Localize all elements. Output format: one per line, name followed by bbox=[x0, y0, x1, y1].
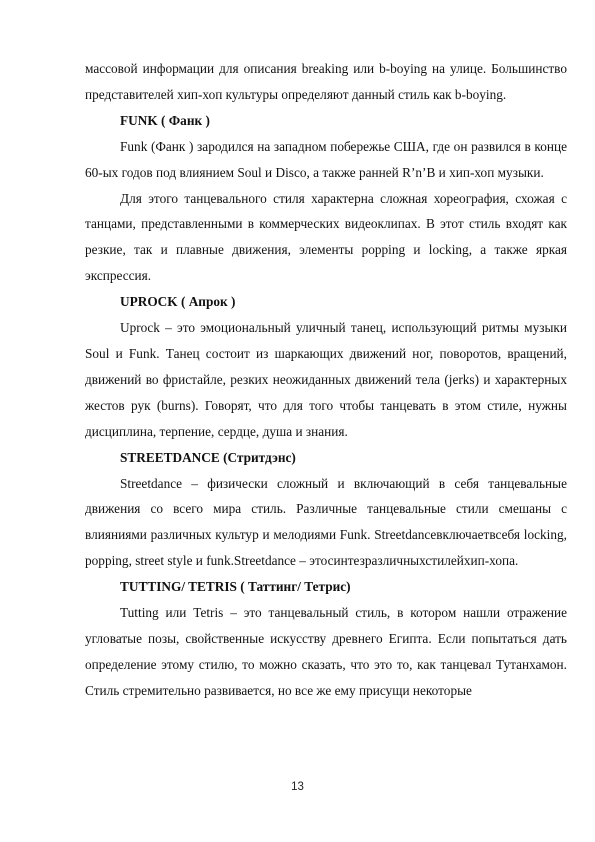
tutting-paragraph: Tutting или Tetris – это танцевальный стиль, в котором нашли отражение угловатые позы, свойственные искусству древнего Египта. Если попытаться дать определение этому стилю, то можно сказать, что это то, как танцевал Тутанхамон. Стиль стремительно развивается, но все же ему присущи некоторые bbox=[85, 605, 567, 698]
page-number: 13 bbox=[291, 781, 304, 793]
streetdance-paragraph: Streetdance – физически сложный и включающий в себя танцевальные движения со всего мира стиль. Различные танцевальные стили смешаны с влияниями различных культур и мелодиями Funk. Streetdanceвключаетвсебя locking, popping, street style и funk.Streetdance – этосинтезразличныхстилейхип-хопа. bbox=[85, 475, 567, 569]
page-body bbox=[85, 56, 567, 704]
funk-heading: FUNK ( Фанк ) bbox=[120, 112, 210, 128]
tutting-heading: TUTTING/ TETRIS ( Таттинг/ Тетрис) bbox=[120, 579, 351, 595]
funk-paragraph-2: Для этого танцевального стиля характерна сложная хореография, схожая с танцами, представленными в коммерческих видеоклипах. В этот стиль входят как резкие, так и плавные движения, элементы popping и locking, а также яркая экспрессия. bbox=[85, 190, 567, 284]
intro-paragraph: массовой информации для описания breaking или b-boying на улице. Большинство представителей хип-хоп культуры определяют данный стиль как b-boying. bbox=[85, 61, 567, 102]
uprock-paragraph: Uprock – это эмоциональный уличный танец, использующий ритмы музыки Soul и Funk. Танец состоит из шаркающих движений ног, поворотов, вращений, движений во фристайле, резких неожиданных движений тела (jerks) и характерных жестов рук (burns). Говорят, что для того чтобы танцевать в этом стиле, нужны дисциплина, терпение, сердце, душа и знания. bbox=[85, 320, 567, 439]
streetdance-heading: STREETDANCE (Стритдэнс) bbox=[120, 449, 296, 465]
funk-paragraph-1: Funk (Фанк ) зародился на западном побережье США, где он развился в конце 60-ых годов под влиянием Soul и Disco, а также ранней R’n’B и хип-хоп музыки. bbox=[85, 138, 567, 180]
uprock-heading: UPROCK ( Апрок ) bbox=[120, 294, 236, 310]
